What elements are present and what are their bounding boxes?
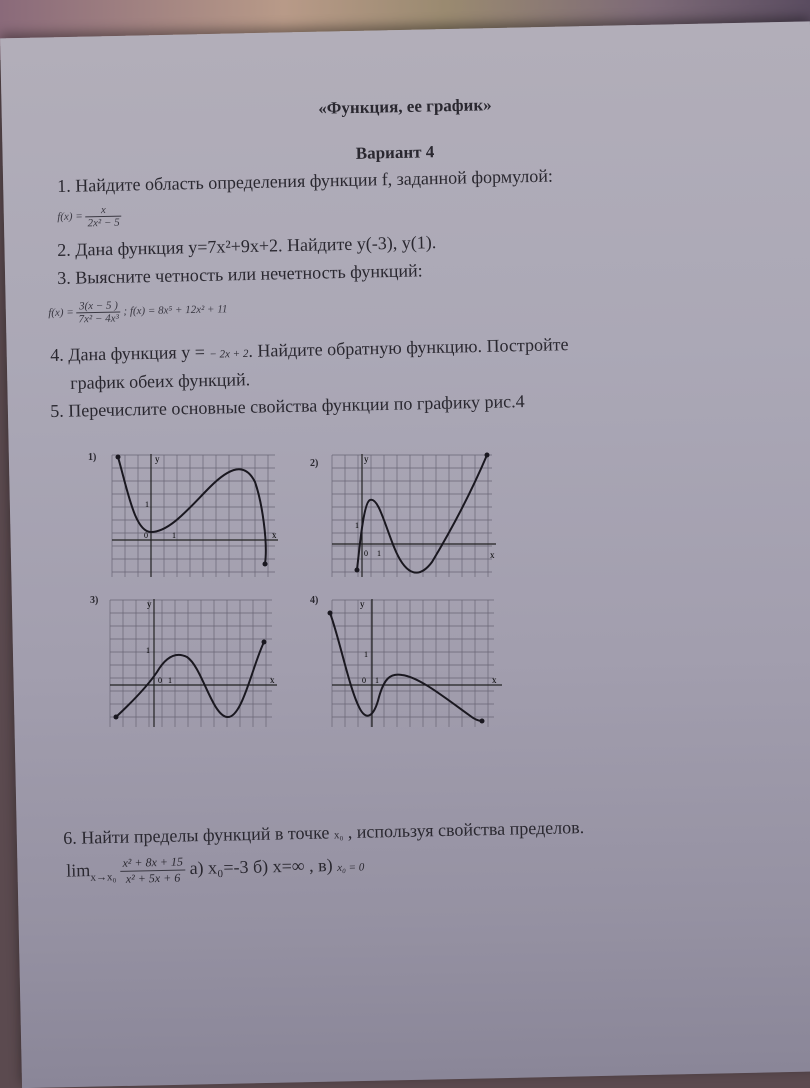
formula-lhs: f(x) = [57,210,83,224]
denominator: x² + 5x + 6 [125,870,181,886]
origin-label: 0 [158,676,162,685]
question-6-start: 6. Найти пределы функций в точке [63,822,330,848]
question-4-start: 4. Дана функция y = [50,341,206,365]
x-label: x [272,530,277,540]
denominator: 7x² − 4x³ [78,312,119,326]
limit-parts: а) x₀=-3 б) x=∞ , в) [189,855,333,879]
endpoint [328,611,333,616]
y-label: y [364,454,369,464]
unit-x-label: 1 [375,676,379,685]
endpoint [114,715,119,720]
grid [332,600,494,727]
origin-label: 0 [362,676,366,685]
numerator: 3(x − 5 ) [76,299,121,313]
endpoint [355,568,360,573]
question-4-continued: график обеих функций. [70,369,251,393]
endpoint [262,640,267,645]
unit-x-label: 1 [172,531,176,540]
endpoint [485,453,490,458]
graph-4-plot [324,597,514,732]
graph-4 [310,595,510,735]
question-6-limit [66,851,365,888]
question-3-formula [48,297,228,326]
function-curve [330,613,482,721]
unit-y-label: 1 [364,650,368,659]
x-label: x [270,675,275,685]
graph-1-plot [100,452,290,582]
limit-symbol: lim [66,860,91,881]
unit-x-label: 1 [377,549,381,558]
limit-last-point: x₀ = 0 [337,861,365,874]
question-1-formula [57,204,122,230]
y-label: y [155,454,160,464]
y-label: y [360,599,365,609]
question-2: 2. Дана функция y=7x²+9x+2. Найдите y(-3), y(1). [57,232,437,260]
unit-x-label: 1 [168,676,172,685]
worksheet-title: «Функция, ее график» [318,95,492,118]
graph-3 [88,595,288,735]
limit-subscript: x→x₀ [90,871,117,884]
unit-y-label: 1 [146,646,150,655]
graph-2 [310,452,510,587]
graph-3-plot [102,597,292,732]
formula-rest: ; f(x) = 8x⁵ + 12x² + 11 [123,303,228,318]
numerator: x² + 8x + 15 [120,855,185,872]
grid [110,600,272,727]
x-label: x [490,550,495,560]
question-4-end: . Найдите обратную функцию. Постройте [248,334,569,361]
unit-y-label: 1 [355,521,359,530]
point-x0: x₀ [333,829,344,842]
endpoint [263,562,268,567]
variant-heading: Вариант 4 [355,142,435,163]
question-6-end: , используя свойства пределов. [347,817,585,843]
numerator: x [85,204,121,218]
question-4 [50,334,569,366]
question-6 [63,817,584,849]
function-curve [118,457,266,564]
graph-label: 3) [90,595,99,606]
question-3: 3. Выясните четность или нечетность функций: [57,260,423,288]
endpoint [116,455,121,460]
origin-label: 0 [144,531,148,540]
denominator: 2x² − 5 [87,216,120,230]
limit-fraction [120,855,185,887]
origin-label: 0 [364,549,368,558]
fraction [85,204,122,230]
function-curve [116,642,264,717]
graph-label: 1) [88,452,97,463]
question-4-formula: − 2x + 2 [209,347,249,361]
y-label: y [147,599,152,609]
graph-label: 2) [310,458,319,469]
grid [332,455,492,577]
question-5: 5. Перечислите основные свойства функции по графику рис.4 [50,391,525,421]
x-label: x [492,675,497,685]
graph-label: 4) [310,595,319,606]
graph-1 [88,452,288,587]
graph-2-plot [322,452,512,582]
question-1: 1. Найдите область определения функции f, заданной формулой: [57,165,554,196]
fraction [76,299,121,325]
formula-lhs: f(x) = [48,306,74,320]
endpoint [480,719,485,724]
unit-y-label: 1 [145,500,149,509]
